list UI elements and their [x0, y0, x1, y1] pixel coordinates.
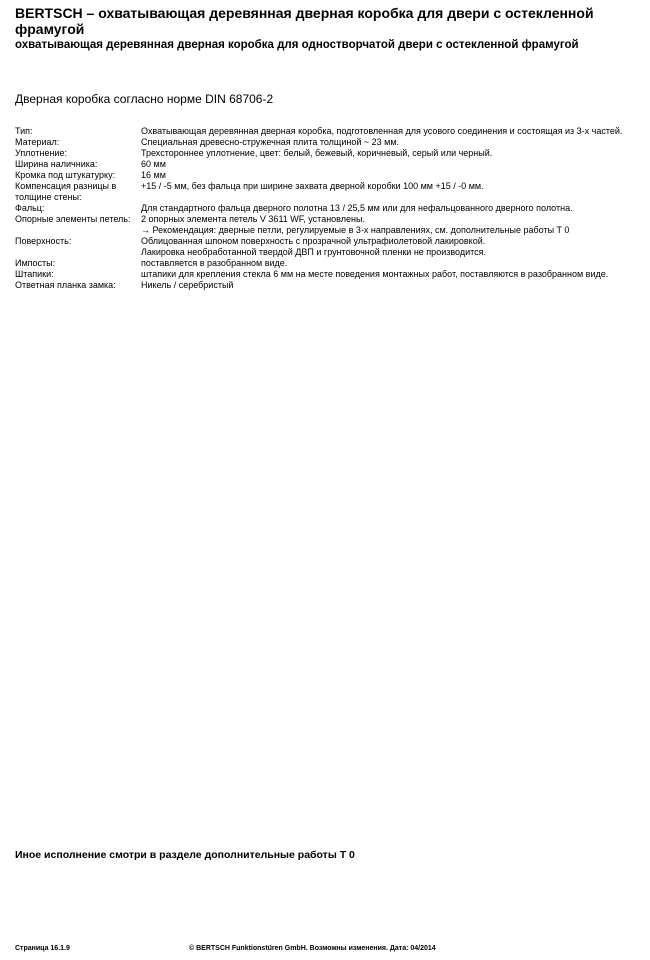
spec-row-surface	[15, 236, 640, 258]
norm-reference: Дверная коробка согласно норме DIN 68706-2	[15, 92, 274, 106]
spec-row-material	[15, 137, 640, 148]
spec-row-rebate	[15, 203, 640, 214]
spec-row-strike-plate	[15, 280, 640, 291]
page-number: Страница 16.1.9	[15, 945, 70, 952]
spec-value-line: Облицованная шпоном поверхность с прозрачной ультрафиолетовой лакировкой.	[141, 236, 486, 246]
spec-value-line: → Рекомендация: дверные петли, регулируемые в 3-х направлениях, см. дополнительные работы T 0	[141, 225, 570, 235]
spec-value: Для стандартного фальца дверного полотна 13 / 25,5 мм или для нефальцованного дверного полотна.	[141, 203, 573, 213]
spec-label: Штапики:	[15, 269, 54, 279]
spec-label: Фальц:	[15, 203, 45, 213]
spec-value: Охватывающая деревянная дверная коробка, подготовленная для усового соединения и состоящая из 3-х частей.	[141, 126, 623, 136]
spec-label: Материал:	[15, 137, 60, 147]
spec-value	[141, 214, 640, 236]
spec-label: Уплотнение:	[15, 148, 67, 158]
document-title: BERTSCH – охватывающая деревянная дверная коробка для двери с остекленной фрамугой	[15, 5, 594, 37]
spec-table	[15, 126, 640, 291]
document-subtitle: охватывающая деревянная дверная коробка для одностворчатой двери с остекленной фрамугой	[15, 39, 579, 51]
spec-label: Импосты:	[15, 258, 56, 268]
spec-value-line: 2 опорных элемента петель V 3611 WF, установлены.	[141, 214, 365, 224]
spec-label: Тип:	[15, 126, 33, 136]
spec-value: +15 / -5 мм, без фальца при ширине захвата дверной коробки 100 мм +15 / -0 мм.	[141, 181, 484, 191]
spec-label: Компенсация разницы в толщине стены:	[15, 181, 117, 202]
spec-value: Никель / серебристый	[141, 280, 234, 290]
alternative-note: Иное исполнение смотри в разделе дополнительные работы T 0	[15, 849, 355, 861]
spec-value	[141, 236, 640, 258]
spec-row-glazing-beads	[15, 269, 640, 280]
spec-value: Специальная древесно-стружечная плита толщиной ~ 23 мм.	[141, 137, 400, 147]
spec-row-wall-compensation	[15, 181, 640, 203]
spec-label: Кромка под штукатурку:	[15, 170, 116, 180]
spec-label: Поверхность:	[15, 236, 72, 246]
spec-row-seal	[15, 148, 640, 159]
spec-value: штапики для крепления стекла 6 мм на месте поведения монтажных работ, поставляются в разобранном виде.	[141, 269, 609, 279]
spec-label: Опорные элементы петель:	[15, 214, 131, 224]
spec-value: поставляется в разобранном виде.	[141, 258, 288, 268]
spec-row-transoms	[15, 258, 640, 269]
spec-label: Ширина наличника:	[15, 159, 98, 169]
spec-row-plaster-edge	[15, 170, 640, 181]
copyright-notice: © BERTSCH Funktionstüren GmbH. Возможны изменения. Дата: 04/2014	[189, 945, 436, 952]
spec-value: 60 мм	[141, 159, 166, 169]
spec-value-line: Лакировка необработанной твердой ДВП и грунтовочной пленки не производится.	[141, 247, 487, 257]
spec-row-architrave-width	[15, 159, 640, 170]
spec-row-type	[15, 126, 640, 137]
spec-value: Трехстороннее уплотнение, цвет: белый, бежевый, коричневый, серый или черный.	[141, 148, 493, 158]
spec-row-hinge-supports	[15, 214, 640, 236]
spec-value: 16 мм	[141, 170, 166, 180]
spec-label: Ответная планка замка:	[15, 280, 116, 290]
